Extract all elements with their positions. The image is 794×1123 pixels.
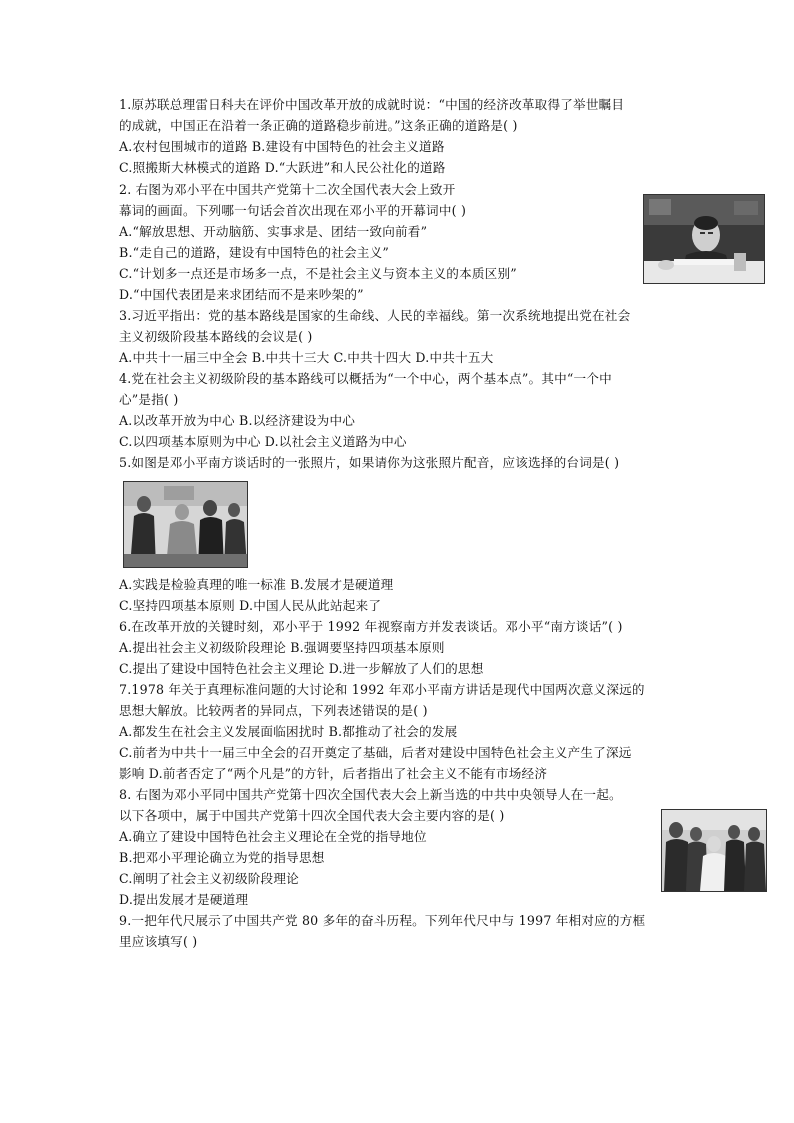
q6-options-ab: A.提出社会主义初级阶段理论 B.强调要坚持四项基本原则 <box>119 640 445 655</box>
q7-stem-line-2: 思想大解放。比较两者的异同点，下列表述错误的是( ) <box>119 703 428 718</box>
q1-stem-line-1: 1.原苏联总理雷日科夫在评价中国改革开放的成就时说：“中国的经济改革取得了举世瞩目 <box>119 97 625 112</box>
q5-options-ab: A.实践是检验真理的唯一标准 B.发展才是硬道理 <box>119 577 394 592</box>
q5-options-cd: C.坚持四项基本原则 D.中国人民从此站起来了 <box>119 598 382 613</box>
q4-stem-line-2: 心”是指( ) <box>119 392 179 407</box>
q3-options: A.中共十一届三中全会 B.中共十三大 C.中共十四大 D.中共十五大 <box>119 350 494 365</box>
q1-options-ab: A.农村包围城市的道路 B.建设有中国特色的社会主义道路 <box>119 139 445 154</box>
q4-options-ab: A.以改革开放为中心 B.以经济建设为中心 <box>119 413 356 428</box>
q1-stem-line-2: 的成就，中国正在沿着一条正确的道路稳步前进。”这条正确的道路是( ) <box>119 118 518 133</box>
q8-stem-line-2: 以下各项中，属于中国共产党第十四次全国代表大会主要内容的是( ) <box>119 808 505 823</box>
q8-stem-line-1: 8. 右图为邓小平同中国共产党第十四次全国代表大会上新当选的中共中央领导人在一起。 <box>119 787 622 802</box>
q1-options-cd: C.照搬斯大林模式的道路 D.“大跃进”和人民公社化的道路 <box>119 160 446 175</box>
q7-stem-line-1: 7.1978 年关于真理标准问题的大讨论和 1992 年邓小平南方讲话是现代中国两次意义深远的 <box>119 682 645 697</box>
q7-option-c: C.前者为中共十一届三中全会的召开奠定了基础，后者对建设中国特色社会主义产生了深远 <box>119 745 632 760</box>
q6-stem: 6.在改革开放的关键时刻，邓小平于 1992 年视察南方并发表谈话。邓小平“南方谈话”( ) <box>119 619 623 634</box>
q2-option-b: B.“走自己的道路，建设有中国特色的社会主义” <box>119 245 390 260</box>
q2-stem-line-1: 2. 右图为邓小平在中国共产党第十二次全国代表大会上致开 <box>119 182 456 197</box>
q8-option-d: D.提出发展才是硬道理 <box>119 892 249 907</box>
q8-option-c: C.阐明了社会主义初级阶段理论 <box>119 871 299 886</box>
q3-stem-line-2: 主义初级阶段基本路线的会议是( ) <box>119 329 313 344</box>
q7-options-ab: A.都发生在社会主义发展面临困扰时 B.都推动了社会的发展 <box>119 724 458 739</box>
q6-options-cd: C.提出了建设中国特色社会主义理论 D.进一步解放了人们的思想 <box>119 661 484 676</box>
q4-stem-line-1: 4.党在社会主义初级阶段的基本路线可以概括为“一个中心，两个基本点”。其中“一个中 <box>119 371 612 386</box>
photo-congress-speech-image <box>644 195 764 283</box>
photo-southern-tour-image <box>124 482 247 567</box>
q9-stem-line-1: 9.一把年代尺展示了中国共产党 80 多年的奋斗历程。下列年代尺中与 1997 年相对应的方框 <box>119 913 646 928</box>
q8-option-b: B.把邓小平理论确立为党的指导思想 <box>119 850 325 865</box>
photo-leaders-14th-congress <box>661 809 767 892</box>
q7-option-c-d: 影响 D.前者否定了“两个凡是”的方针，后者指出了社会主义不能有市场经济 <box>119 766 548 781</box>
photo-southern-tour <box>123 481 248 568</box>
q2-option-d: D.“中国代表团是来求团结而不是来吵架的” <box>119 287 364 302</box>
photo-congress-speech <box>643 194 765 284</box>
q3-stem-line-1: 3.习近平指出：党的基本路线是国家的生命线、人民的幸福线。第一次系统地提出党在社会 <box>119 308 631 323</box>
q2-option-c: C.“计划多一点还是市场多一点，不是社会主义与资本主义的本质区别” <box>119 266 517 281</box>
q8-option-a: A.确立了建设中国特色社会主义理论在全党的指导地位 <box>119 829 427 844</box>
q5-stem: 5.如图是邓小平南方谈话时的一张照片，如果请你为这张照片配音，应该选择的台词是( ) <box>119 455 620 470</box>
q4-options-cd: C.以四项基本原则为中心 D.以社会主义道路为中心 <box>119 434 407 449</box>
q9-stem-line-2: 里应该填写( ) <box>119 934 198 949</box>
photo-leaders-image <box>662 810 766 891</box>
q2-option-a: A.“解放思想、开动脑筋、实事求是、团结一致向前看” <box>119 224 428 239</box>
q2-stem-line-2: 幕词的画面。下列哪一句话会首次出现在邓小平的开幕词中( ) <box>119 203 467 218</box>
